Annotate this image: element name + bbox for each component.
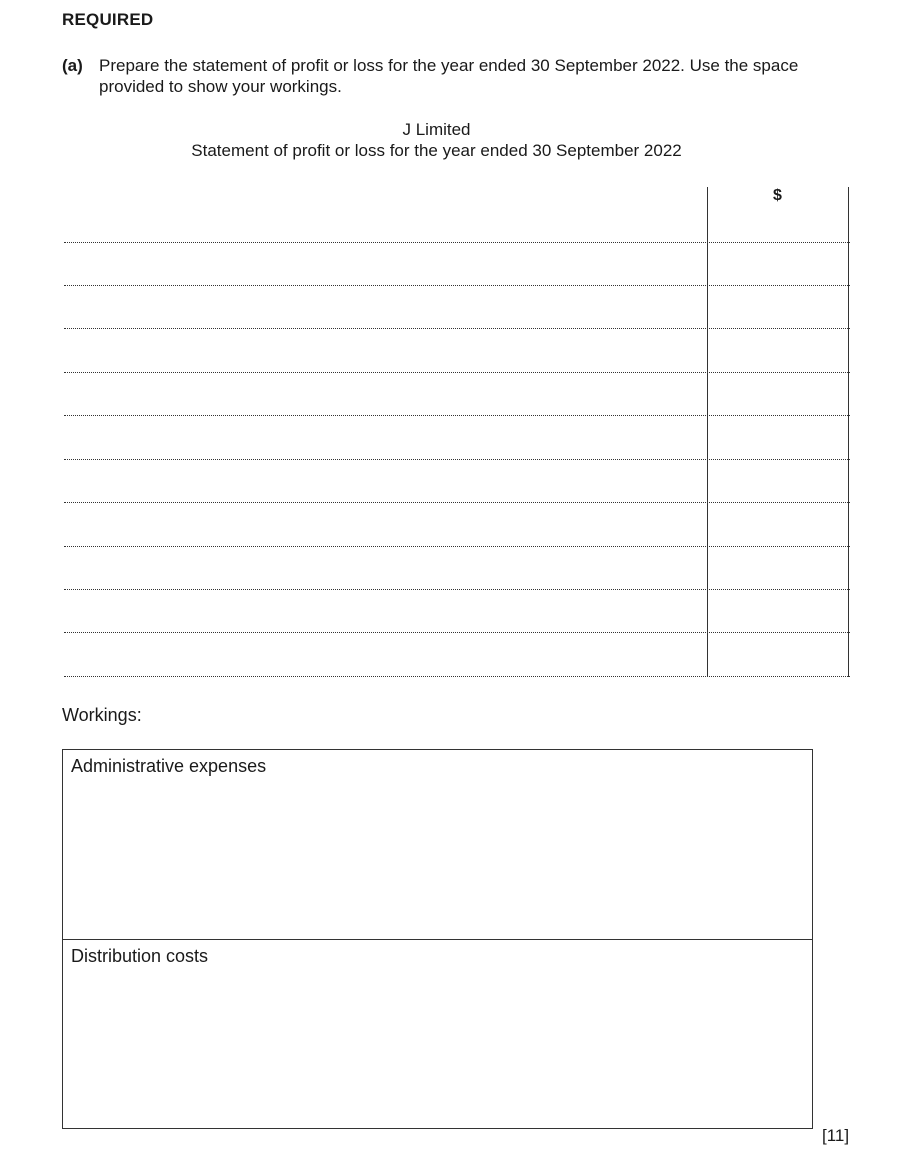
answer-table (62, 187, 850, 677)
workings-box-administrative-expenses[interactable] (62, 749, 813, 940)
answer-line[interactable] (64, 328, 850, 329)
currency-header: $ (773, 187, 782, 204)
workings-box-title: Distribution costs (71, 946, 209, 966)
answer-line[interactable] (64, 546, 850, 547)
answer-line[interactable] (64, 502, 850, 503)
amount-column-left-border (707, 187, 708, 677)
amount-column-right-border (848, 187, 849, 677)
workings-box-title: Administrative expenses (71, 756, 267, 776)
answer-line[interactable] (64, 676, 850, 677)
workings-label: Workings: (62, 705, 142, 725)
question-a (62, 55, 862, 97)
answer-line[interactable] (64, 589, 850, 590)
question-text: Prepare the statement of profit or loss for the year ended 30 September 2022. Use the space provided to show your workings. (99, 56, 799, 96)
answer-line[interactable] (64, 372, 850, 373)
marks-allocation: [11] (822, 1126, 850, 1145)
statement-title: Statement of profit or loss for the year ended 30 September 2022 (191, 141, 682, 160)
answer-line[interactable] (64, 415, 850, 416)
question-label: (a) (62, 56, 83, 75)
section-heading: REQUIRED (62, 10, 154, 29)
workings-box-distribution-costs[interactable] (62, 939, 813, 1129)
answer-line[interactable] (64, 285, 850, 286)
answer-line[interactable] (64, 632, 850, 633)
answer-line[interactable] (64, 459, 850, 460)
company-name: J Limited (402, 120, 471, 139)
answer-line[interactable] (64, 242, 850, 243)
